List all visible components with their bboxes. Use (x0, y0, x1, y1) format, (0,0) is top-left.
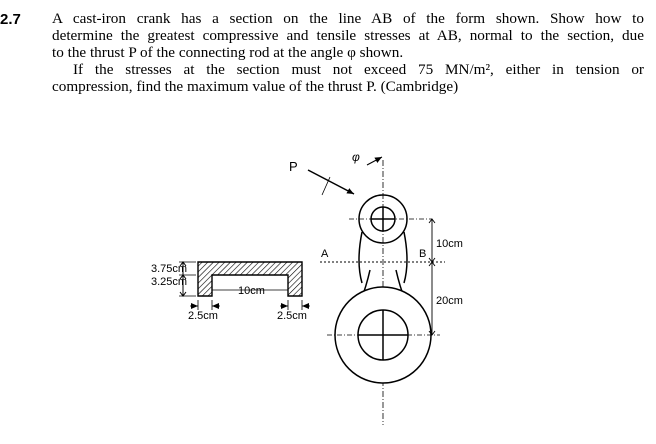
paragraph1-line3: to the thrust P of the connecting rod at the angle φ shown. (52, 44, 404, 61)
label-3-75cm: 3.75cm (151, 263, 188, 275)
label-10cm-top: 10cm (436, 238, 463, 250)
label-2-5cm-right: 2.5cm (277, 310, 307, 322)
paragraph2-line1: If the stresses at the section must not exceed 75 MN/m², either in tension or (73, 61, 644, 78)
label-2-5cm-left: 2.5cm (188, 310, 218, 322)
label-P: P (289, 159, 298, 174)
problem-number: 2.7 (0, 11, 21, 28)
label-20cm: 20cm (436, 295, 463, 307)
label-10cm-section: 10cm (238, 285, 265, 297)
label-phi: φ (352, 150, 360, 164)
paragraph1-line1: A cast-iron crank has a section on the line AB of the form shown. Show how to (52, 10, 644, 27)
paragraph1-line2: determine the greatest compressive and tensile stresses at AB, normal to the section, due (52, 27, 644, 44)
vertical-dimensions (429, 219, 435, 335)
label-A: A (321, 248, 329, 260)
crank-arm (320, 160, 445, 425)
paragraph2-line2: compression, find the maximum value of the thrust P. (Cambridge) (52, 78, 459, 95)
label-B: B (419, 248, 427, 260)
thrust-arrow (308, 157, 382, 195)
label-3-25cm: 3.25cm (151, 276, 188, 288)
